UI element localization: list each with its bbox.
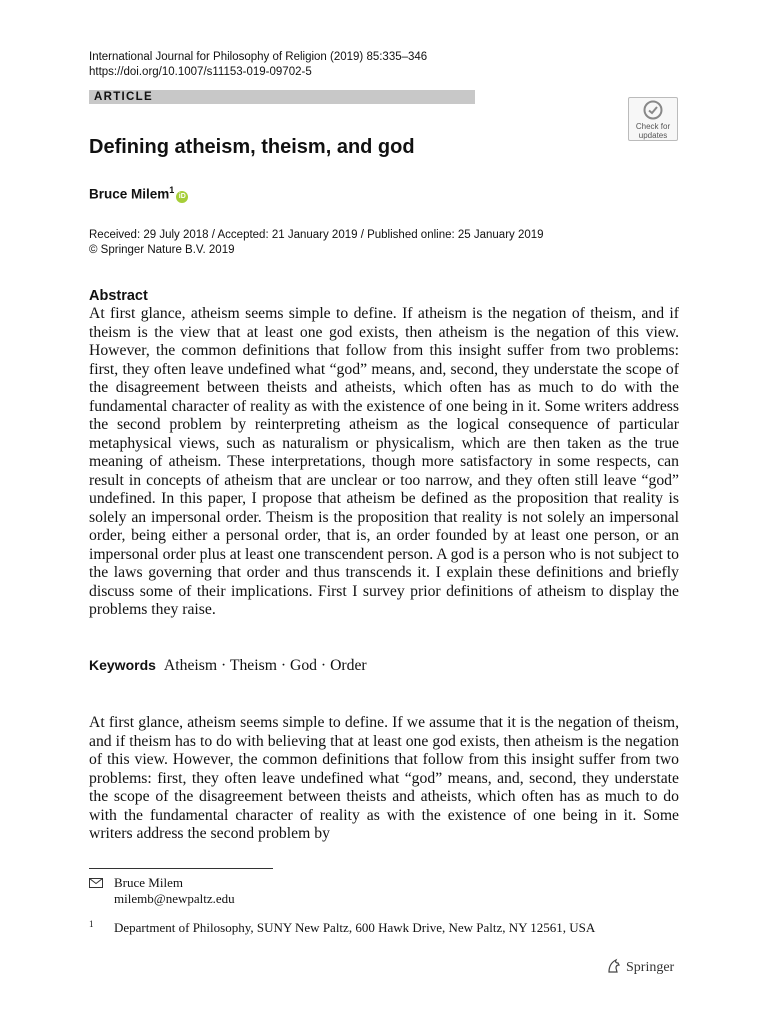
keywords-row [89,657,367,675]
abstract-text: At first glance, atheism seems simple to define. If atheism is the negation of theism, and if theism is the view that at least one god exists, then atheism is the negation of this view. However, the common definitions that follow from this insight suffer from two problems: first, they often leave undefined what “god” means, and, second, they understate the scope of the disagreement between theists and atheists, which often has as much to do with the fundamental character of reality as with the existence of one being in it. Some writers address the second problem by reinterpreting atheism as the logical consequence of particular metaphysical views, such as naturalism or physicalism, which are then taken as the true meaning of atheism. These interpretations, though more satisfactory in some respects, can result in concepts of atheism that are unclear or too narrow, and they often still leave “god” undefined. In this paper, I propose that atheism be defined as the proposition that reality is solely an impersonal order. Theism is the proposition that reality is not solely an impersonal order, being either a personal order, that is, an order founded by at least one person, or an impersonal order plus at least one transcendent person. A god is a person who is not subject to the laws governing that order and thus transcends it. I explain these definitions and briefly discuss some of their implications. First I survey prior definitions of atheism to display the problems they raise. [89,305,679,618]
publication-info [89,228,544,258]
journal-citation: International Journal for Philosophy of Religion (2019) 85:335–346 [89,51,428,63]
publisher-name: Springer [626,960,675,975]
publication-dates: Received: 29 July 2018 / Accepted: 21 January 2019 / Published online: 25 January 2019 [89,229,544,241]
intro-paragraph: At first glance, atheism seems simple to define. If we assume that it is the negation of theism, and if theism has to do with believing that at least one god exists, then atheism is the negation of this view. However, the common definitions that follow from this insight suffer from two problems: first, they often leave undefined what “god” means, and, second, they understate the scope of the disagreement between theists and atheists, which often has as much to do with the fundamental character of reality as with the existence of one being in it. Some writers address the second problem by [89,714,679,842]
paper-title: Defining atheism, theism, and god [89,136,415,158]
affiliation-number: 1 [89,919,94,929]
copyright-notice: © Springer Nature B.V. 2019 [89,244,235,256]
doi-link[interactable]: https://doi.org/10.1007/s11153-019-09702-5 [89,66,312,78]
check-for-updates-badge[interactable] [628,97,678,141]
author-line [89,185,188,203]
corresponding-author-name: Bruce Milem [114,875,183,890]
check-for-updates-label: Check for updates [635,122,671,140]
author-affil-marker: 1 [169,185,175,195]
orcid-icon[interactable]: iD [176,191,188,203]
article-type-banner: ARTICLE [89,90,475,104]
footnote-divider [89,868,273,869]
abstract-heading: Abstract [89,288,148,304]
springer-horse-icon [606,958,622,974]
envelope-icon [89,878,103,888]
author-name[interactable]: Bruce Milem [89,186,170,202]
corresponding-author-email[interactable]: milemb@newpaltz.edu [114,891,235,906]
keywords-list: Atheism · Theism · God · Order [163,657,367,674]
keywords-label: Keywords [89,657,156,673]
publisher-logo [606,958,674,976]
affiliation-text: Department of Philosophy, SUNY New Paltz, 600 Hawk Drive, New Paltz, NY 12561, USA [114,920,596,935]
check-for-updates-icon [643,100,663,120]
